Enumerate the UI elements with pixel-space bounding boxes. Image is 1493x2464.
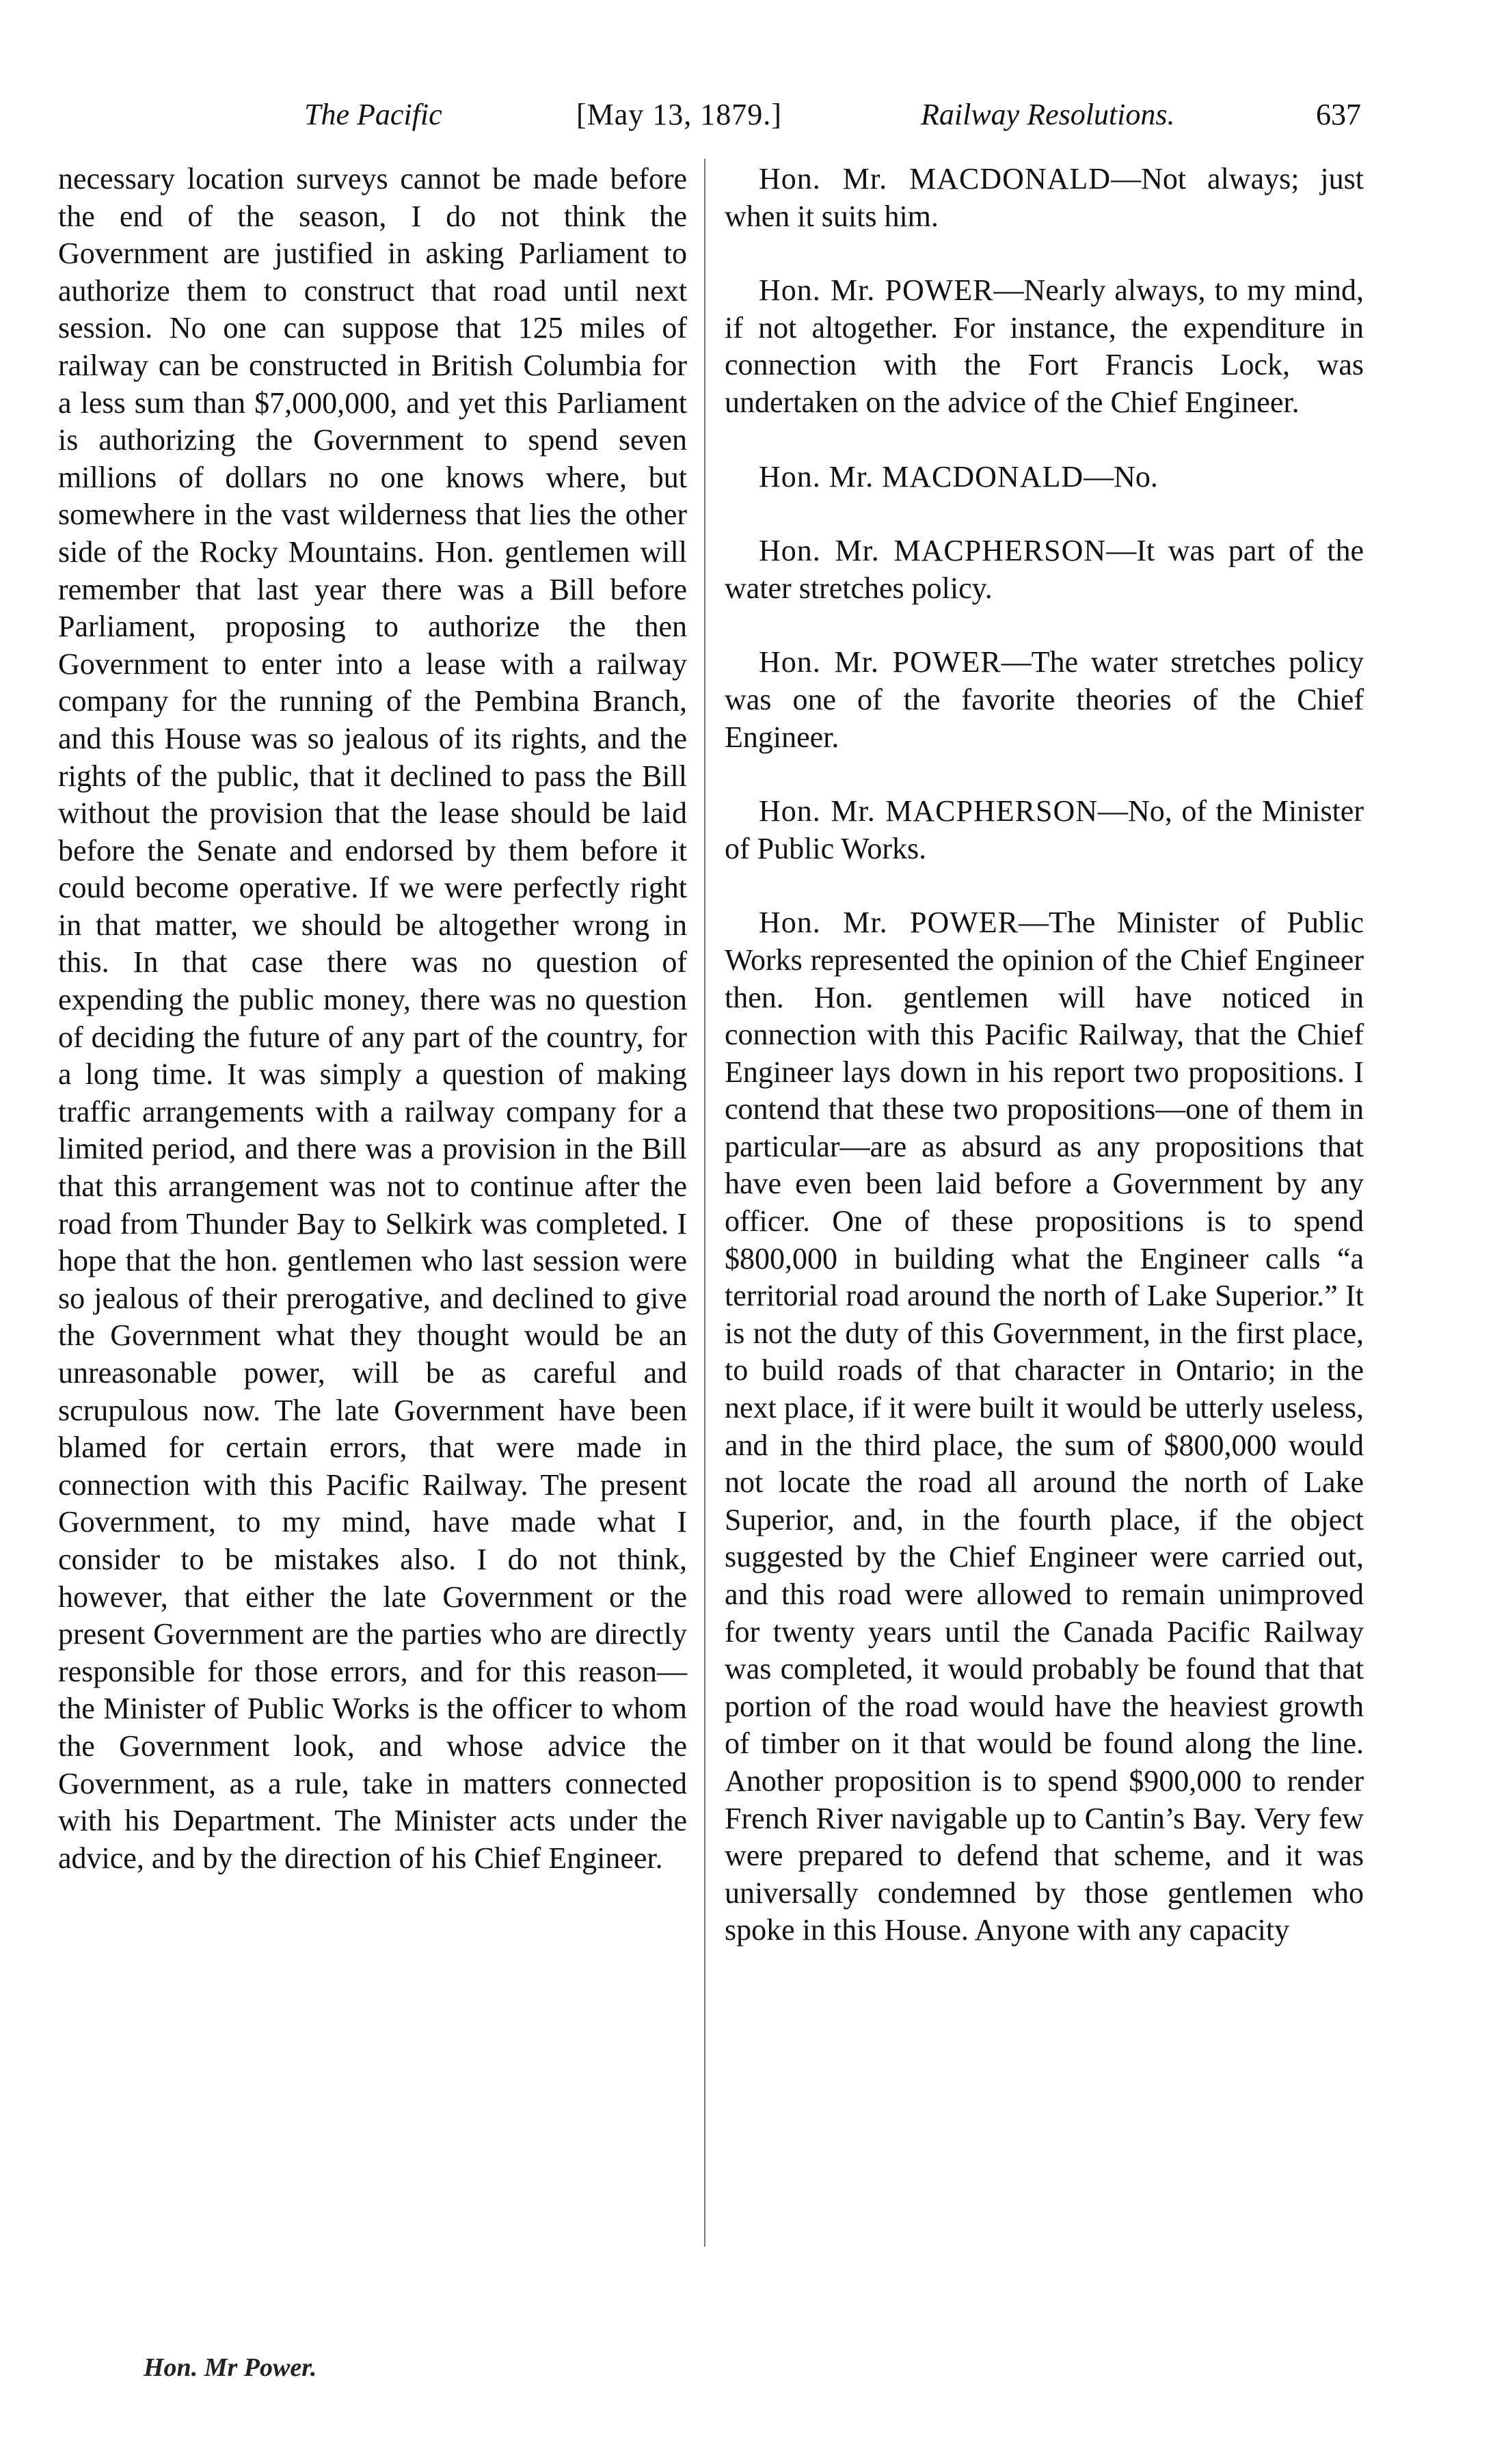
- speech-text: —The Minister of Public Works represented the opinion of the Chief Engineer then. Hon. gentlemen will have noticed in connection with this Pacific Railway, that the Chief Engineer lays down in his report two propositions. I contend that these two propositions—one of them in particular—are as absurd as any propositions that have even been laid before a Government by any officer. One of these propositions is to spend $800,000 in building what the Engineer calls “a territorial road around the north of Lake Superior.” It is not the duty of this Government, in the first place, to build roads of that character in Ontario; in the next place, if it were built it would be utterly useless, and in the third place, the sum of $800,000 would not locate the road all around the north of Lake Superior, and, in the fourth place, if the object suggested by the Chief Engineer were carried out, and this road were allowed to remain unimproved for twenty years until the Canada Pacific Railway was completed, it would probably be found that that portion of the road would have the heaviest growth of timber on it that would be found along the line. Another proposition is to spend $900,000 to render French River navigable up to Cantin’s Bay. Very few were prepared to defend that scheme, and it was universally condemned by those gentlemen who spoke in this House. Anyone with any capacity: [725, 906, 1364, 1947]
- left-column-paragraph: necessary location surveys cannot be made before the end of the season, I do not think the Government are justified in asking Parliament to authorize them to construct that road until next session. No one can suppose that 125 miles of railway can be constructed in British Columbia for a less sum than $7,000,000, and yet this Parliament is authorizing the Government to spend seven millions of dollars no one knows where, but somewhere in the vast wilderness that lies the other side of the Rocky Mountains. Hon. gentlemen will remember that last year there was a Bill before Parliament, proposing to authorize the then Government to enter into a lease with a railway company for the running of the Pembina Branch, and this House was so jealous of its rights, and the rights of the public, that it declined to pass the Bill without the provision that the lease should be laid before the Senate and endorsed by them before it could become operative. If we were perfectly right in that matter, we should be altogether wrong in this. In that case there was no question of expending the public money, there was no question of deciding the future of any part of the country, for a long time. It was simply a question of making traffic arrangements with a railway company for a limited period, and there was a provision in the Bill that this arrangement was not to continue after the road from Thunder Bay to Selkirk was completed. I hope that the hon. gentlemen who last session were so jealous of their prerogative, and declined to give the Government what they thought would be an unreasonable power, will be as careful and scrupulous now. The late Government have been blamed for certain errors, that were made in connection with this Pacific Railway. The present Government, to my mind, have made what I consider to be mistakes also. I do not think, however, that either the late Government or the present Government are the parties who are directly responsible for those errors, and for this reason—the Minister of Public Works is the officer to whom the Government look, and whose advice the Government, as a rule, take in matters connected with his Department. The Minister acts under the advice, and by the direction of his Chief Engineer.: [58, 162, 687, 1875]
- speaker-name: Hon. Mr. MACDONALD: [759, 162, 1112, 195]
- running-head: [58, 94, 1364, 135]
- speaker-name: Hon. Mr. MACPHERSON: [759, 794, 1098, 828]
- right-column: [725, 161, 1364, 1949]
- speech-paragraph: [725, 272, 1364, 421]
- speech-text: —No.: [1084, 459, 1158, 493]
- running-head-left: The Pacific: [304, 98, 442, 131]
- speech-paragraph: [725, 459, 1364, 496]
- speaker-name: Hon. Mr. MACDONALD: [759, 459, 1084, 493]
- left-column: [58, 161, 687, 1877]
- speaker-name: Hon. Mr. POWER: [759, 645, 1001, 679]
- page-number: 637: [1316, 98, 1361, 131]
- speech-paragraph: [725, 644, 1364, 756]
- column-divider: [704, 159, 705, 2247]
- speech-text: —The water stretches policy was one of the favorite theories of the Chief Engineer.: [725, 645, 1364, 754]
- speech-paragraph: [725, 161, 1364, 235]
- speech-paragraph: [725, 904, 1364, 1949]
- footer-speaker-note: Hon. Mr Power.: [144, 2353, 317, 2382]
- speech-paragraph: [725, 532, 1364, 607]
- speech-text: —Nearly always, to my mind, if not altogether. For instance, the expenditure in connection with the Fort Francis Lock, was undertaken on the advice of the Chief Engineer.: [725, 273, 1364, 419]
- running-head-right: Railway Resolutions.: [921, 98, 1175, 131]
- speaker-name: Hon. Mr. MACPHERSON: [759, 534, 1107, 568]
- speech-text: —No, of the Minister of Public Works.: [725, 794, 1364, 865]
- speaker-name: Hon. Mr. POWER: [759, 273, 994, 308]
- running-head-date: [May 13, 1879.]: [576, 98, 782, 131]
- speech-paragraph: [725, 793, 1364, 867]
- speech-text: —It was part of the water stretches policy.: [725, 534, 1364, 605]
- speaker-name: Hon. Mr. POWER: [759, 906, 1019, 940]
- speech-text: —Not always; just when it suits him.: [725, 162, 1364, 233]
